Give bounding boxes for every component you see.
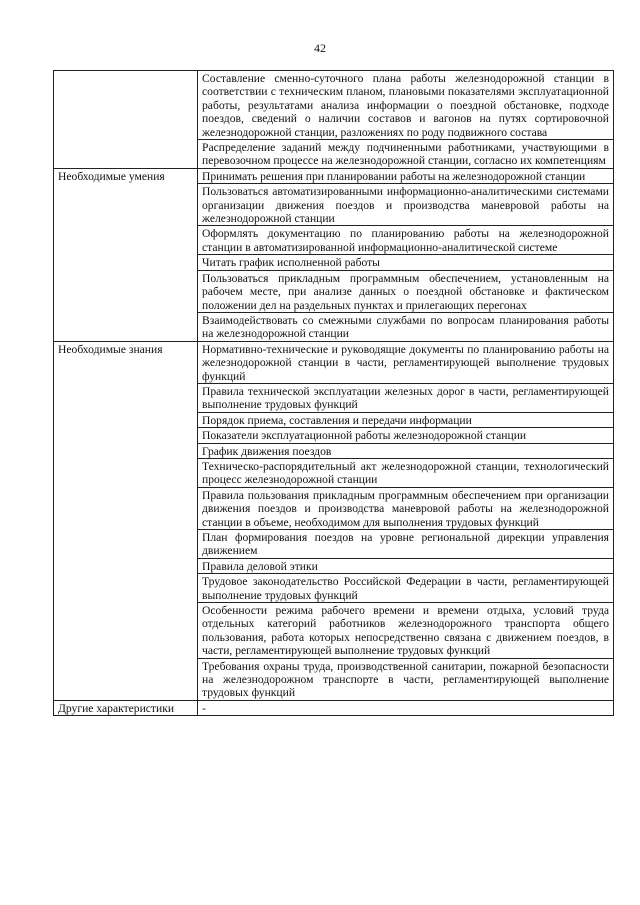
requirement-item: Составление сменно-суточного плана работы железнодорожной станции в соответствии с техническим планом, плановыми показателями эксплуатационной работы, результатами анализа информации о поездной обстановке, подходе поездов, сведений о наличии составов и вагонов на путях сортировочной железнодорожной станции, разложениях по роду подвижного состава [198, 71, 614, 140]
requirement-item: - [198, 700, 614, 715]
requirement-item: Правила технической эксплуатации железных дорог в части, регламентирующей выполнение трудовых функций [198, 383, 614, 412]
requirement-item: Оформлять документацию по планированию работы на железнодорожной станции в автоматизированной информационно-аналитической системе [198, 226, 614, 255]
requirement-item: Трудовое законодательство Российской Федерации в части, регламентирующей выполнение трудовых функций [198, 574, 614, 603]
characteristics-table [53, 70, 614, 716]
section-label: Необходимые умения [54, 168, 198, 341]
requirement-item: Правила деловой этики [198, 558, 614, 573]
requirement-item: Пользоваться автоматизированными информационно-аналитическими системами организации движения поездов и производства маневровой работы на железнодорожной станции [198, 184, 614, 226]
requirement-item: Техническо-распорядительный акт железнодорожной станции, технологический процесс железнодорожной станции [198, 458, 614, 487]
requirement-item: Правила пользования прикладным программным обеспечением при организации движения поездов и производства маневровой работы на железнодорожной станции в объеме, необходимом для выполнения трудовых функций [198, 487, 614, 529]
table-row [54, 71, 614, 140]
section-label: Другие характеристики [54, 700, 198, 715]
requirement-item: Взаимодействовать со смежными службами по вопросам планирования работы на железнодорожной станции [198, 312, 614, 341]
requirement-item: Требования охраны труда, производственной санитарии, пожарной безопасности на железнодорожном транспорте в части, регламентирующей выполнение трудовых функций [198, 658, 614, 700]
requirement-item: Читать график исполненной работы [198, 255, 614, 270]
requirement-item: График движения поездов [198, 443, 614, 458]
section-label: Необходимые знания [54, 341, 198, 700]
section-label [54, 71, 198, 169]
requirement-item: Порядок приема, составления и передачи информации [198, 412, 614, 427]
requirement-item: План формирования поездов на уровне региональной дирекции управления движением [198, 530, 614, 559]
requirement-item: Пользоваться прикладным программным обеспечением, установленным на рабочем месте, при анализе данных о поездной обстановке и фактическом положении дел на раздельных пунктах и прилегающих перегонах [198, 270, 614, 312]
requirement-item: Распределение заданий между подчиненными работниками, участвующими в перевозочном процессе на железнодорожной станции, согласно их компетенциям [198, 140, 614, 169]
requirement-item: Нормативно-технические и руководящие документы по планированию работы на железнодорожной станции в части, регламентирующей выполнение трудовых функций [198, 341, 614, 383]
table-row [54, 700, 614, 715]
page-number: 42 [314, 41, 326, 55]
requirement-item: Особенности режима рабочего времени и времени отдыха, условий труда отдельных категорий работников железнодорожного транспорта общего пользования, работа которых непосредственно связана с движением поездов, в части, регламентирующей выполнение трудовых функций [198, 603, 614, 659]
table-row [54, 168, 614, 183]
requirement-item: Показатели эксплуатационной работы железнодорожной станции [198, 428, 614, 443]
requirement-item: Принимать решения при планировании работы на железнодорожной станции [198, 168, 614, 183]
table-row [54, 341, 614, 383]
